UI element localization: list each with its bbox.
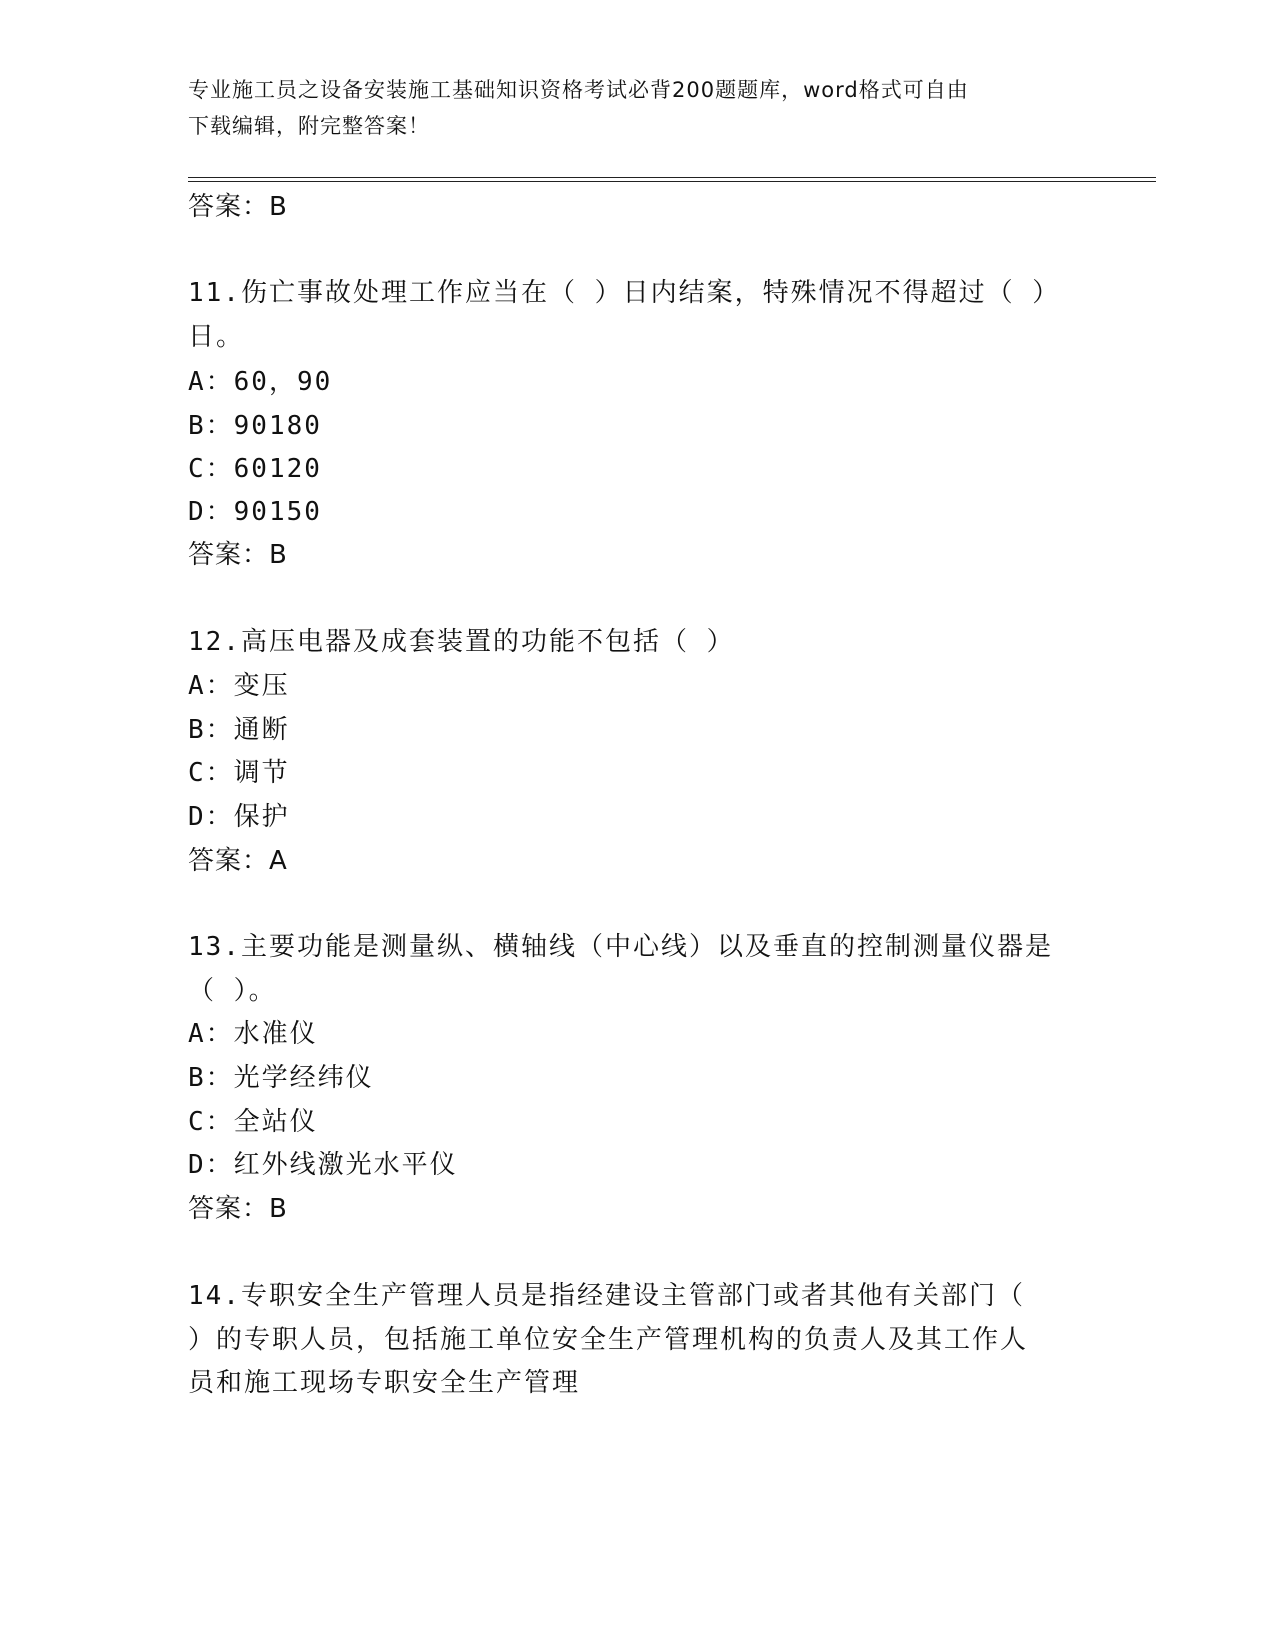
question-13-option-c: C：全站仪 [188, 1107, 318, 1137]
question-11-option-b: B：90180 [188, 411, 322, 441]
question-13-text-line-1: 13.主要功能是测量纵、横轴线（中心线）以及垂直的控制测量仪器是 [188, 932, 1053, 962]
question-12-text-line-1: 12.高压电器及成套装置的功能不包括（ ） [188, 627, 735, 657]
header-divider [188, 177, 1156, 182]
question-13-option-b: B：光学经纬仪 [188, 1063, 374, 1093]
question-12-option-b: B：通断 [188, 715, 290, 745]
question-12-answer: 答案：A [188, 846, 288, 876]
question-13-option-a: A：水准仪 [188, 1019, 318, 1049]
question-14-text-line-1: 14.专职安全生产管理人员是指经建设主管部门或者其他有关部门（ [188, 1281, 1025, 1311]
document-header [188, 72, 1088, 144]
question-14-text-line-2: ）的专职人员，包括施工单位安全生产管理机构的负责人及其工作人 [188, 1325, 1029, 1355]
question-13-option-d: D：红外线激光水平仪 [188, 1150, 458, 1180]
question-11-text-line-1: 11.伤亡事故处理工作应当在（ ）日内结案，特殊情况不得超过（ ） [188, 278, 1061, 308]
answer-line: 答案：B [188, 192, 288, 222]
header-text-line-2: 下载编辑，附完整答案！ [188, 114, 430, 138]
question-14-text-line-3: 员和施工现场专职安全生产管理 [188, 1368, 581, 1398]
question-13-text-line-2: （ ）。 [188, 976, 277, 1006]
question-12-option-d: D：保护 [188, 802, 290, 832]
question-12-option-a: A：变压 [188, 671, 290, 701]
question-11-answer: 答案：B [188, 540, 288, 570]
question-11-option-c: C：60120 [188, 454, 322, 484]
question-11-option-a: A：60，90 [188, 367, 333, 397]
header-text-line-1: 专业施工员之设备安装施工基础知识资格考试必背200题题库，word格式可自由 [188, 78, 969, 102]
question-11-option-d: D：90150 [188, 497, 322, 527]
question-13-answer: 答案：B [188, 1194, 288, 1224]
question-11-text-line-2: 日。 [188, 322, 245, 352]
question-12-option-c: C：调节 [188, 758, 290, 788]
